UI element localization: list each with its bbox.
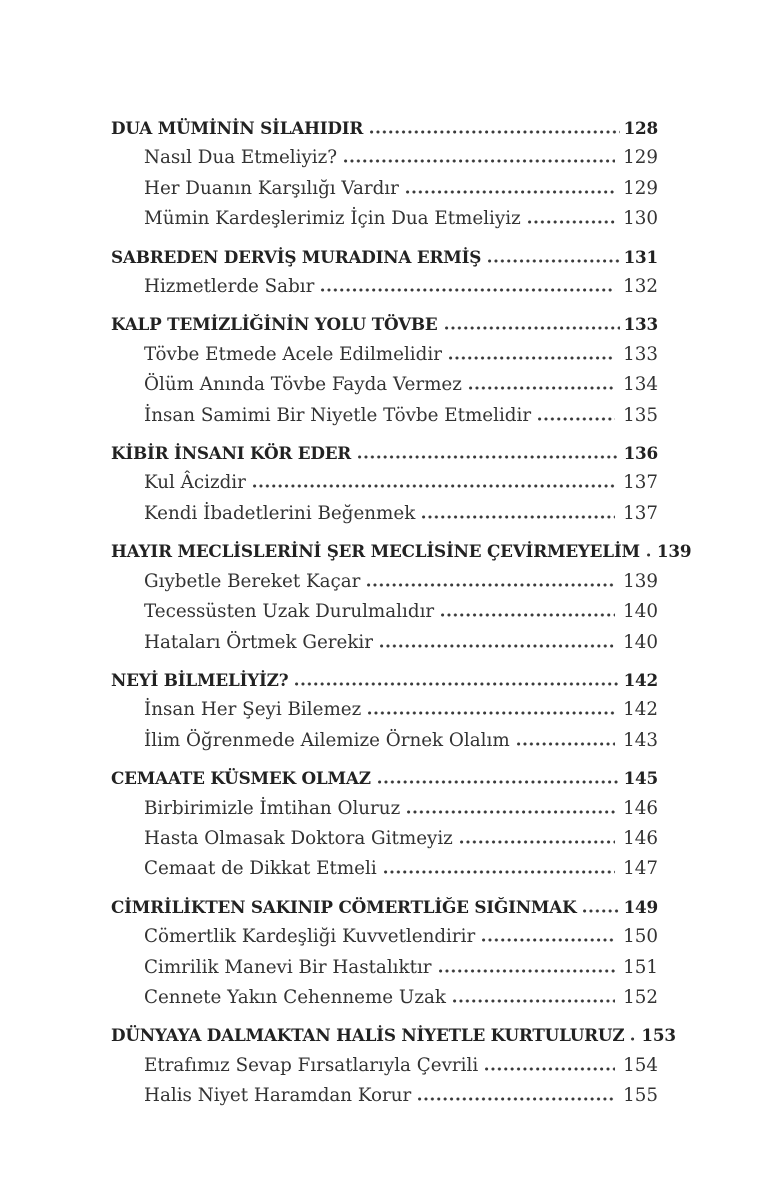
dot-leader	[583, 909, 619, 913]
toc-entry-page: 129	[623, 177, 658, 199]
toc-entry	[111, 763, 658, 793]
toc-entry	[111, 272, 658, 302]
dot-leader	[538, 417, 615, 421]
toc-entry-page: 133	[623, 314, 658, 335]
toc-entry-page: 134	[623, 374, 658, 396]
toc-entry-label: Kul Âcizdir	[144, 472, 246, 494]
dot-leader	[460, 840, 615, 844]
toc-entry-label: KİBİR İNSANI KÖR EDER	[111, 443, 352, 464]
toc-entry-page: 128	[623, 118, 658, 138]
toc-entry	[111, 143, 658, 173]
dot-leader	[344, 159, 615, 163]
toc-entry-label: Cimrilik Manevi Bir Hastalıktır	[144, 956, 432, 978]
toc-entry-label: Hizmetlerde Sabır	[144, 276, 315, 298]
toc-entry-page: 133	[623, 343, 658, 365]
toc-entry-page: 139	[656, 541, 692, 562]
toc-entry	[111, 309, 658, 339]
toc-entry-label: DUA MÜMİNİN SİLAHIDIR	[111, 118, 364, 138]
toc-entry-page: 129	[623, 147, 658, 169]
toc-entry	[111, 1081, 658, 1111]
toc-entry-label: NEYİ BİLMELİYİZ?	[111, 669, 289, 690]
toc-entry	[111, 922, 658, 952]
toc-entry-label: Cemaat de Dikkat Etmeli	[144, 858, 377, 880]
toc-entry	[111, 665, 658, 695]
toc-entry	[111, 174, 658, 204]
toc-entry-page: 143	[623, 729, 658, 751]
dot-leader	[253, 484, 615, 488]
toc-entry-label: SABREDEN DERVİŞ MURADINA ERMİŞ	[111, 246, 482, 267]
dot-leader	[488, 259, 619, 263]
toc-entry-page: 131	[623, 246, 658, 267]
dot-leader	[370, 130, 619, 134]
toc-entry-label: Tecessüsten Uzak Durulmalıdır	[144, 601, 435, 623]
toc-entry	[111, 401, 658, 431]
toc-entry-page: 152	[623, 986, 658, 1008]
toc-list	[111, 113, 692, 1112]
dot-leader	[482, 938, 615, 942]
toc-entry-page: 136	[623, 443, 658, 464]
toc-entry-label: Ölüm Anında Tövbe Fayda Vermez	[144, 374, 462, 396]
toc-entry-page: 153	[641, 1025, 676, 1046]
toc-entry-label: İlim Öğrenmede Ailemize Örnek Olalım	[144, 729, 510, 751]
toc-entry-page: 146	[623, 797, 658, 819]
toc-entry	[111, 726, 658, 756]
toc-entry-label: HAYIR MECLİSLERİNİ ŞER MECLİSİNE ÇEVİRMEYELİM	[111, 541, 640, 562]
dot-leader	[378, 780, 620, 784]
toc-entry-page: 151	[623, 956, 658, 978]
toc-entry-label: İnsan Her Şeyi Bilemez	[144, 699, 362, 721]
toc-entry-page: 137	[623, 502, 658, 524]
dot-leader	[528, 220, 615, 224]
toc-entry	[111, 113, 658, 143]
toc-entry-label: Mümin Kardeşlerimiz İçin Dua Etmeliyiz	[144, 208, 521, 230]
dot-leader	[453, 999, 615, 1003]
dot-leader	[367, 583, 615, 587]
toc-entry-page: 145	[623, 768, 658, 789]
toc-entry	[111, 242, 658, 272]
toc-entry	[111, 628, 658, 658]
toc-entry-label: Halis Niyet Haramdan Korur	[144, 1085, 412, 1107]
toc-entry	[111, 370, 658, 400]
toc-entry-label: Etrafımız Sevap Fırsatlarıyla Çevrili	[144, 1054, 479, 1076]
dot-leader	[321, 288, 615, 292]
toc-entry	[111, 204, 658, 234]
dot-leader	[445, 326, 620, 330]
toc-entry-label: Kendi İbadetlerini Beğenmek	[144, 502, 416, 524]
dot-leader	[469, 386, 615, 390]
dot-leader	[449, 356, 615, 360]
toc-entry-page: 140	[623, 631, 658, 653]
toc-entry-page: 139	[623, 570, 658, 592]
toc-entry	[111, 597, 658, 627]
toc-entry-label: KALP TEMİZLİĞİNİN YOLU TÖVBE	[111, 314, 438, 335]
dot-leader	[441, 613, 615, 617]
toc-entry	[111, 695, 658, 725]
toc-entry-page: 155	[623, 1085, 658, 1107]
dot-leader	[485, 1067, 615, 1071]
toc-entry	[111, 468, 658, 498]
dot-leader	[407, 810, 615, 814]
toc-entry	[111, 536, 692, 566]
toc-entry-label: Nasıl Dua Etmeliyiz?	[144, 147, 338, 169]
toc-entry-page: 142	[623, 699, 658, 721]
dot-leader	[358, 455, 620, 459]
toc-entry-label: Cennete Yakın Cehenneme Uzak	[144, 986, 446, 1008]
dot-leader	[517, 742, 615, 746]
toc-entry-label: Hataları Örtmek Gerekir	[144, 631, 373, 653]
toc-entry	[111, 983, 658, 1013]
dot-leader	[368, 711, 615, 715]
dot-leader	[422, 515, 615, 519]
toc-entry	[111, 340, 658, 370]
toc-entry-label: CEMAATE KÜSMEK OLMAZ	[111, 768, 371, 789]
toc-entry-label: DÜNYAYA DALMAKTAN HALİS NİYETLE KURTULURUZ	[111, 1025, 625, 1046]
toc-entry-page: 146	[623, 827, 658, 849]
toc-entry-label: Birbirimizle İmtihan Oluruz	[144, 797, 401, 819]
toc-entry-label: CİMRİLİKTEN SAKINIP CÖMERTLİĞE SIĞINMAK	[111, 896, 577, 917]
toc-entry	[111, 1020, 676, 1050]
dot-leader	[418, 1097, 615, 1101]
dot-leader	[647, 553, 653, 557]
toc-entry	[111, 892, 658, 922]
toc-entry-page: 149	[623, 896, 658, 917]
toc-entry-label: Tövbe Etmede Acele Edilmelidir	[144, 343, 442, 365]
toc-entry-label: Gıybetle Bereket Kaçar	[144, 570, 361, 592]
toc-entry	[111, 1051, 658, 1081]
toc-entry-page: 137	[623, 472, 658, 494]
toc-entry	[111, 567, 658, 597]
toc-entry-page: 150	[623, 926, 658, 948]
toc-entry-page: 140	[623, 601, 658, 623]
toc-entry-page: 130	[623, 208, 658, 230]
dot-leader	[439, 969, 616, 973]
toc-entry-page: 154	[623, 1054, 658, 1076]
toc-entry-label: Her Duanın Karşılığı Vardır	[144, 177, 399, 199]
toc-entry-label: Cömertlik Kardeşliği Kuvvetlendirir	[144, 926, 476, 948]
dot-leader	[384, 870, 615, 874]
toc-entry	[111, 794, 658, 824]
dot-leader	[380, 644, 615, 648]
toc-entry-page: 135	[623, 404, 658, 426]
toc-entry	[111, 824, 658, 854]
toc-entry	[111, 499, 658, 529]
dot-leader	[406, 190, 615, 194]
toc-entry-page: 142	[623, 669, 658, 690]
toc-entry-page: 147	[623, 858, 658, 880]
toc-entry	[111, 854, 658, 884]
toc-entry-page: 132	[623, 276, 658, 298]
toc-entry	[111, 953, 658, 983]
dot-leader	[631, 1037, 637, 1041]
toc-entry	[111, 438, 658, 468]
toc-entry-label: Hasta Olmasak Doktora Gitmeyiz	[144, 827, 453, 849]
toc-entry-label: İnsan Samimi Bir Niyetle Tövbe Etmelidir	[144, 404, 532, 426]
dot-leader	[295, 682, 619, 686]
